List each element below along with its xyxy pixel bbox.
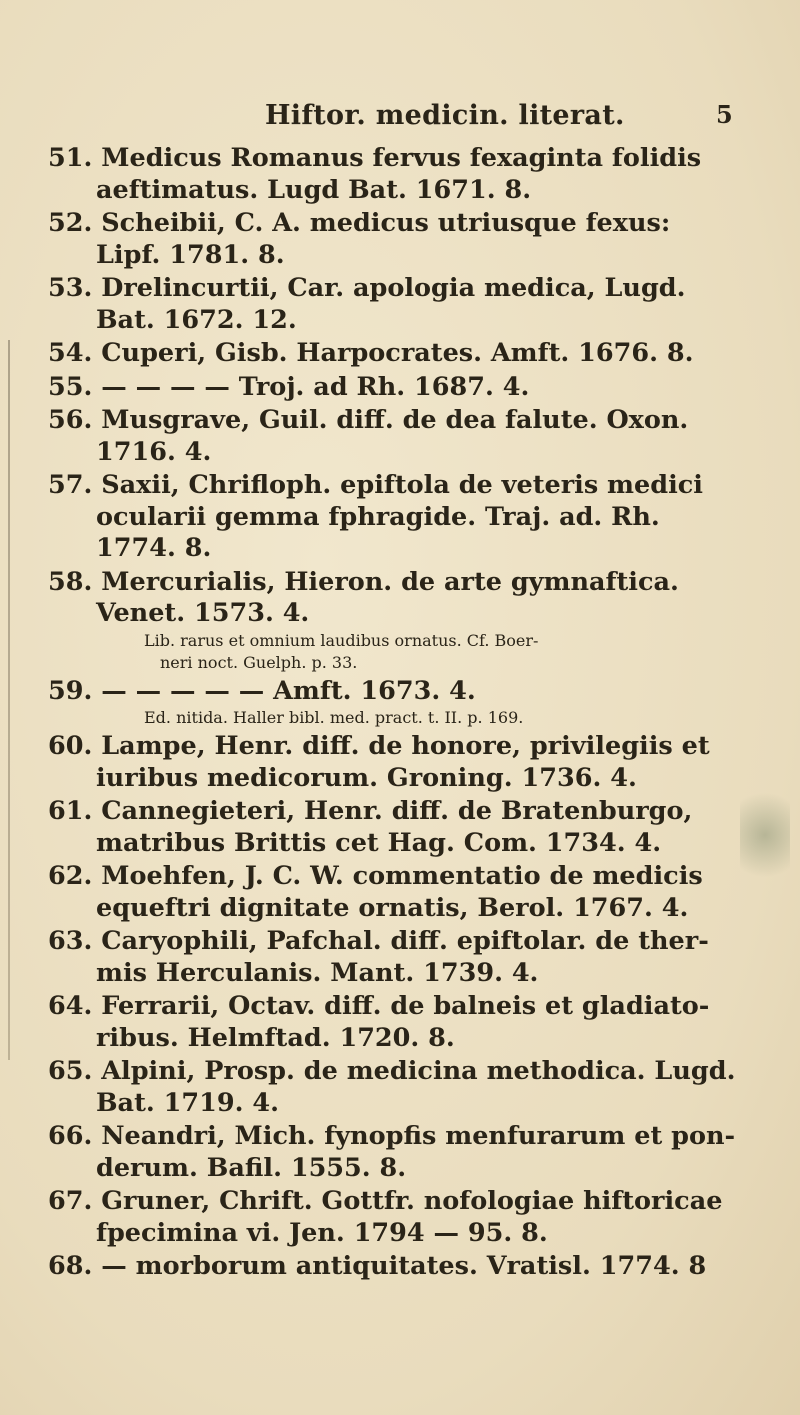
- bibliography-entry: [48, 208, 738, 271]
- entry-first-line: 55. — — — — Troj. ad Rh. 1687. 4.: [48, 371, 530, 402]
- entry-first-line: 62. Moehfen, J. C. W. commentatio de medicis: [48, 861, 703, 891]
- entry-first-line: 58. Mercurialis, Hieron. de arte gymnaftica.: [48, 566, 679, 597]
- entry-continuation-line: derum. Bafil. 1555. 8.: [96, 1152, 407, 1183]
- entry-first-line: 68. — morborum antiquitates. Vratisl. 1774. 8: [48, 1251, 707, 1281]
- entry-first-line: 64. Ferrarii, Octav. diff. de balneis et gladiato-: [48, 991, 710, 1021]
- bibliography-list: [48, 143, 738, 1285]
- entry-first-line: 65. Alpini, Prosp. de medicina methodica. Lugd.: [48, 1056, 736, 1086]
- entry-continuation-line: iuribus medicorum. Groning. 1736. 4.: [96, 762, 637, 793]
- bibliography-entry: [48, 405, 738, 468]
- entry-continuation-line: fpecimina vi. Jen. 1794 — 95. 8.: [96, 1217, 548, 1248]
- entry-first-line: 51. Medicus Romanus fervus fexaginta folidis: [48, 143, 702, 173]
- bibliography-entry: [48, 676, 738, 730]
- entry-continuation-line: equeftri dignitate ornatis, Berol. 1767. 4.: [96, 892, 689, 923]
- binding-shadow: [8, 340, 10, 1060]
- entry-continuation-line: matribus Brittis cet Hag. Com. 1734. 4.: [96, 827, 662, 858]
- entry-first-line: 60. Lampe, Henr. diff. de honore, privilegiis et: [48, 731, 710, 761]
- bibliography-entry: [48, 273, 738, 336]
- entry-note: neri noct. Guelph. p. 33.: [160, 652, 358, 672]
- entry-continuation-line: Bat. 1719. 4.: [96, 1087, 279, 1118]
- entry-first-line: 67. Gruner, Chrift. Gottfr. nofologiae hiftoricae: [48, 1186, 723, 1216]
- entry-first-line: 61. Cannegieteri, Henr. diff. de Bratenburgo,: [48, 796, 693, 826]
- entry-first-line: 54. Cuperi, Gisb. Harpocrates. Amft. 1676. 8.: [48, 338, 694, 368]
- entry-continuation-line: 1774. 8.: [96, 533, 212, 563]
- paper-stain: [740, 780, 790, 890]
- entry-continuation-line: mis Herculanis. Mant. 1739. 4.: [96, 957, 539, 988]
- entry-continuation-line: ocularii gemma fphragide. Traj. ad. Rh.: [96, 501, 660, 532]
- bibliography-entry: [48, 338, 738, 370]
- bibliography-entry: [48, 991, 738, 1054]
- entry-continuation-line: Venet. 1573. 4.: [96, 598, 310, 628]
- entry-continuation-line: ribus. Helmftad. 1720. 8.: [96, 1022, 455, 1053]
- bibliography-entry: [48, 1251, 738, 1283]
- entry-first-line: 52. Scheibii, C. A. medicus utriusque fexus:: [48, 208, 671, 238]
- bibliography-entry: [48, 1121, 738, 1184]
- entry-first-line: 66. Neandri, Mich. fynopfis menfurarum et pon-: [48, 1121, 736, 1151]
- bibliography-entry: [48, 926, 738, 989]
- bibliography-entry: [48, 372, 738, 404]
- entry-first-line: 59. — — — — — Amft. 1673. 4.: [48, 675, 476, 706]
- entry-continuation-line: aeftimatus. Lugd Bat. 1671. 8.: [96, 174, 532, 205]
- bibliography-entry: [48, 861, 738, 924]
- entry-note: Lib. rarus et omnium laudibus ornatus. Cf. Boer-: [144, 630, 539, 650]
- bibliography-entry: [48, 1186, 738, 1249]
- entry-first-line: 53. Drelincurtii, Car. apologia medica, Lugd.: [48, 273, 686, 303]
- bibliography-entry: [48, 567, 738, 674]
- running-header: Hiftor. medicin. literat.: [265, 100, 625, 131]
- entry-first-line: 57. Saxii, Chrifloph. epiftola de veteris medici: [48, 470, 703, 500]
- bibliography-entry: [48, 796, 738, 859]
- entry-note: Ed. nitida. Haller bibl. med. pract. t. II. p. 169.: [144, 708, 524, 727]
- bibliography-entry: [48, 731, 738, 794]
- entry-continuation-line: 1716. 4.: [96, 436, 212, 467]
- signature-mark: 5: [716, 100, 733, 129]
- bibliography-entry: [48, 470, 738, 565]
- entry-first-line: 56. Musgrave, Guil. diff. de dea falute. Oxon.: [48, 405, 689, 435]
- bibliography-entry: [48, 1056, 738, 1119]
- entry-continuation-line: Lipf. 1781. 8.: [96, 239, 285, 270]
- bibliography-entry: [48, 143, 738, 206]
- entry-continuation-line: Bat. 1672. 12.: [96, 304, 297, 335]
- entry-first-line: 63. Caryophili, Pafchal. diff. epiftolar. de ther-: [48, 926, 709, 956]
